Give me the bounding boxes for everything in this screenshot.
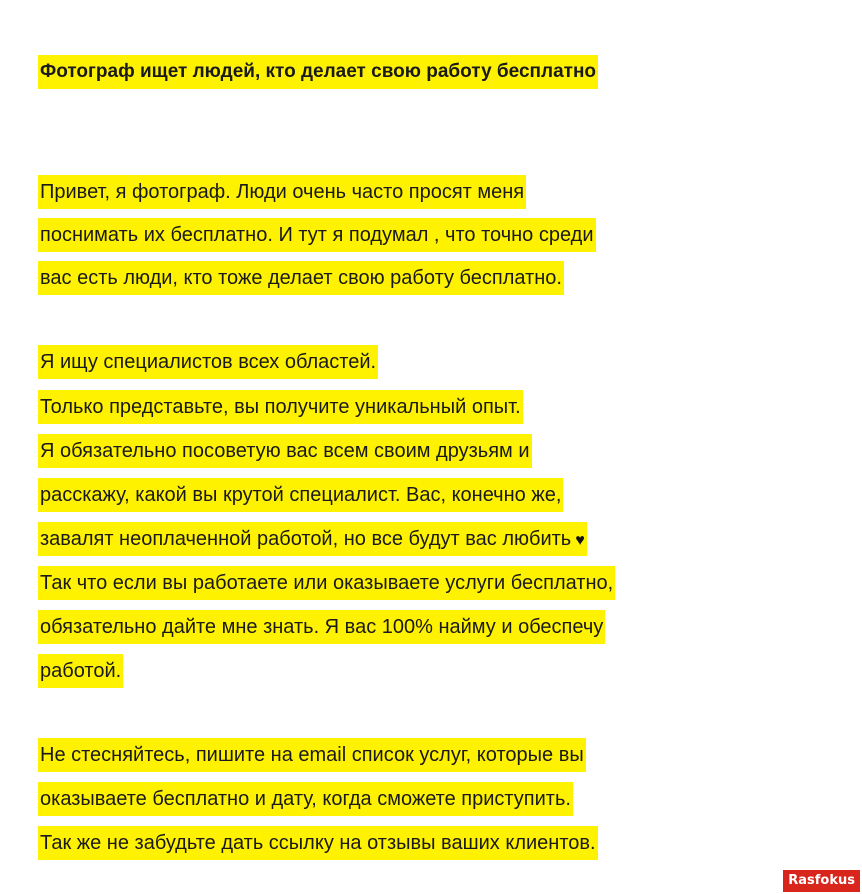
heart-icon: ♥ [575, 532, 585, 549]
paragraph-3-line-3: Так же не забудьте дать ссылку на отзывы ваших клиентов. [38, 826, 598, 860]
paragraph-2-line-3: Я обязательно посоветую вас всем своим друзьям и [38, 434, 532, 468]
paragraph-2-line-5-text: завалят неоплаченной работой, но все будут вас любить [40, 528, 572, 550]
paragraph-2-line-1: Я ищу специалистов всех областей. [38, 345, 378, 379]
paragraph-2-line-7: обязательно дайте мне знать. Я вас 100% найму и обеспечу [38, 610, 605, 644]
watermark-logo: Rasfokus [783, 870, 860, 892]
paragraph-3-line-1: Не стесняйтесь, пишите на email список услуг, которые вы [38, 738, 586, 772]
paragraph-2-line-5 [38, 522, 587, 556]
paragraph-1-line-1: Привет, я фотограф. Люди очень часто просят меня [38, 175, 526, 209]
paragraph-2-line-6: Так что если вы работаете или оказываете услуги бесплатно, [38, 566, 615, 600]
paragraph-2-line-8: работой. [38, 654, 123, 688]
paragraph-2-line-2: Только представьте, вы получите уникальный опыт. [38, 390, 523, 424]
document-title: Фотограф ищет людей, кто делает свою работу бесплатно [38, 55, 598, 89]
paragraph-3-line-2: оказываете бесплатно и дату, когда сможете приступить. [38, 782, 573, 816]
paragraph-1-line-2: поснимать их бесплатно. И тут я подумал , что точно среди [38, 218, 596, 252]
paragraph-2-line-4: расскажу, какой вы крутой специалист. Вас, конечно же, [38, 478, 563, 512]
paragraph-1-line-3: вас есть люди, кто тоже делает свою работу бесплатно. [38, 261, 564, 295]
